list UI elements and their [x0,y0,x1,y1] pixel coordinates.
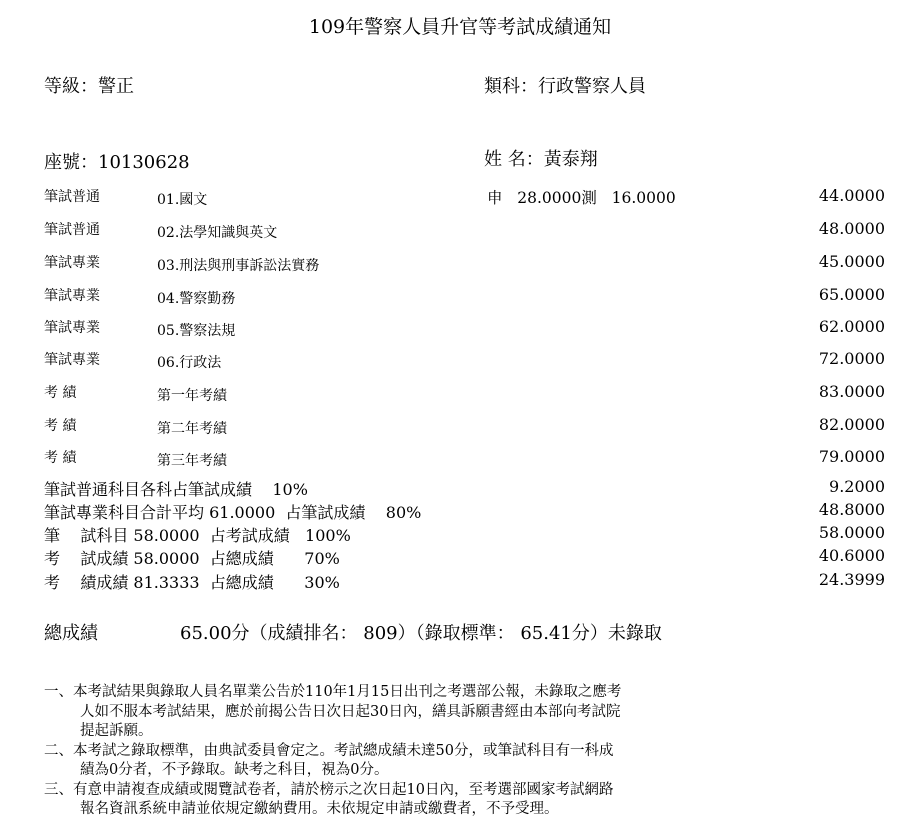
subject-score: 83.0000 [818,382,885,401]
computation-label: 考 績成績 81.3333 占總成績 30% [44,573,340,592]
computation-label: 筆試普通科目各科占筆試成績 10% [44,480,308,499]
subject-name: 第三年考績 [157,453,227,469]
seat-number: 座號：10130628 [44,152,190,173]
subject-category: 考 績 [44,450,77,466]
subject-category: 筆試專業 [44,288,100,304]
subject-detail: 申 28.0000測 16.0000 [487,189,676,207]
subject-score: 45.0000 [818,252,885,271]
note-line-continued: 績為0分者，不予錄取。缺考之科目，視為0分。 [80,762,389,778]
subject-category: 考 績 [44,418,77,434]
page-title: 109年警察人員升官等考試成績通知 [308,16,612,38]
computation-label: 筆試專業科目合計平均 61.0000 占筆試成績 80% [44,503,422,522]
candidate-name: 姓 名：黃泰翔 [484,149,598,170]
subject-name: 第一年考績 [157,388,227,404]
total-label: 總成績 [44,623,98,644]
subject-category: 筆試普通 [44,222,100,238]
subject-category: 筆試普通 [44,189,100,205]
subject-score: 82.0000 [818,415,885,434]
subject-score: 72.0000 [818,349,885,368]
note-line-continued: 提起訴願。 [80,723,153,739]
computation-score: 40.6000 [818,546,885,565]
computation-score: 24.3999 [818,570,885,589]
subject-category: 筆試專業 [44,352,100,368]
note-line-continued: 人如不服本考試結果，應於前揭公告日次日起30日內，繕具訴願書經由本部向考試院 [80,703,621,720]
subject-score: 79.0000 [818,447,885,466]
subject-score: 44.0000 [818,186,885,205]
subject-name: 第二年考績 [157,421,227,437]
subject-name: 04.警察勤務 [157,291,236,307]
computation-score: 9.2000 [829,477,885,496]
subject-category: 筆試專業 [44,320,100,336]
subject-score: 65.0000 [818,285,885,304]
subject-category: 筆試專業 [44,255,100,271]
computation-label: 筆 試科目 58.0000 占考試成績 100% [44,526,351,545]
computation-label: 考 試成績 58.0000 占總成績 70% [44,549,340,568]
note-line: 一、本考試結果與錄取人員名單業公告於110年1月15日出刊之考選部公報，未錄取之應考 [44,684,622,700]
subject-name: 05.警察法規 [157,323,236,339]
subject-name: 01.國文 [157,192,208,208]
subject-score: 48.0000 [818,219,885,238]
computation-score: 58.0000 [818,523,885,542]
subject-name: 02.法學知識與英文 [157,225,278,241]
subject-score: 62.0000 [818,317,885,336]
note-line: 三、有意申請複查成績或閱覽試卷者，請於榜示之次日起10日內，至考選部國家考試網路 [44,781,614,798]
subject-category: 考 績 [44,385,77,401]
subject-name: 06.行政法 [157,355,222,371]
exam-category: 類科：行政警察人員 [484,76,646,97]
total-result: 65.00分（成績排名： 809）（錄取標準： 65.41分）未錄取 [180,623,662,644]
exam-grade: 等級：警正 [44,76,134,97]
note-line-continued: 報名資訊系統申請並依規定繳納費用。未依規定申請或繳費者，不予受理。 [80,801,559,817]
note-line: 二、本考試之錄取標準，由典試委員會定之。考試總成績未達50分，或筆試科目有一科成 [44,742,614,759]
subject-name: 03.刑法與刑事訴訟法實務 [157,258,320,274]
computation-score: 48.8000 [818,500,885,519]
